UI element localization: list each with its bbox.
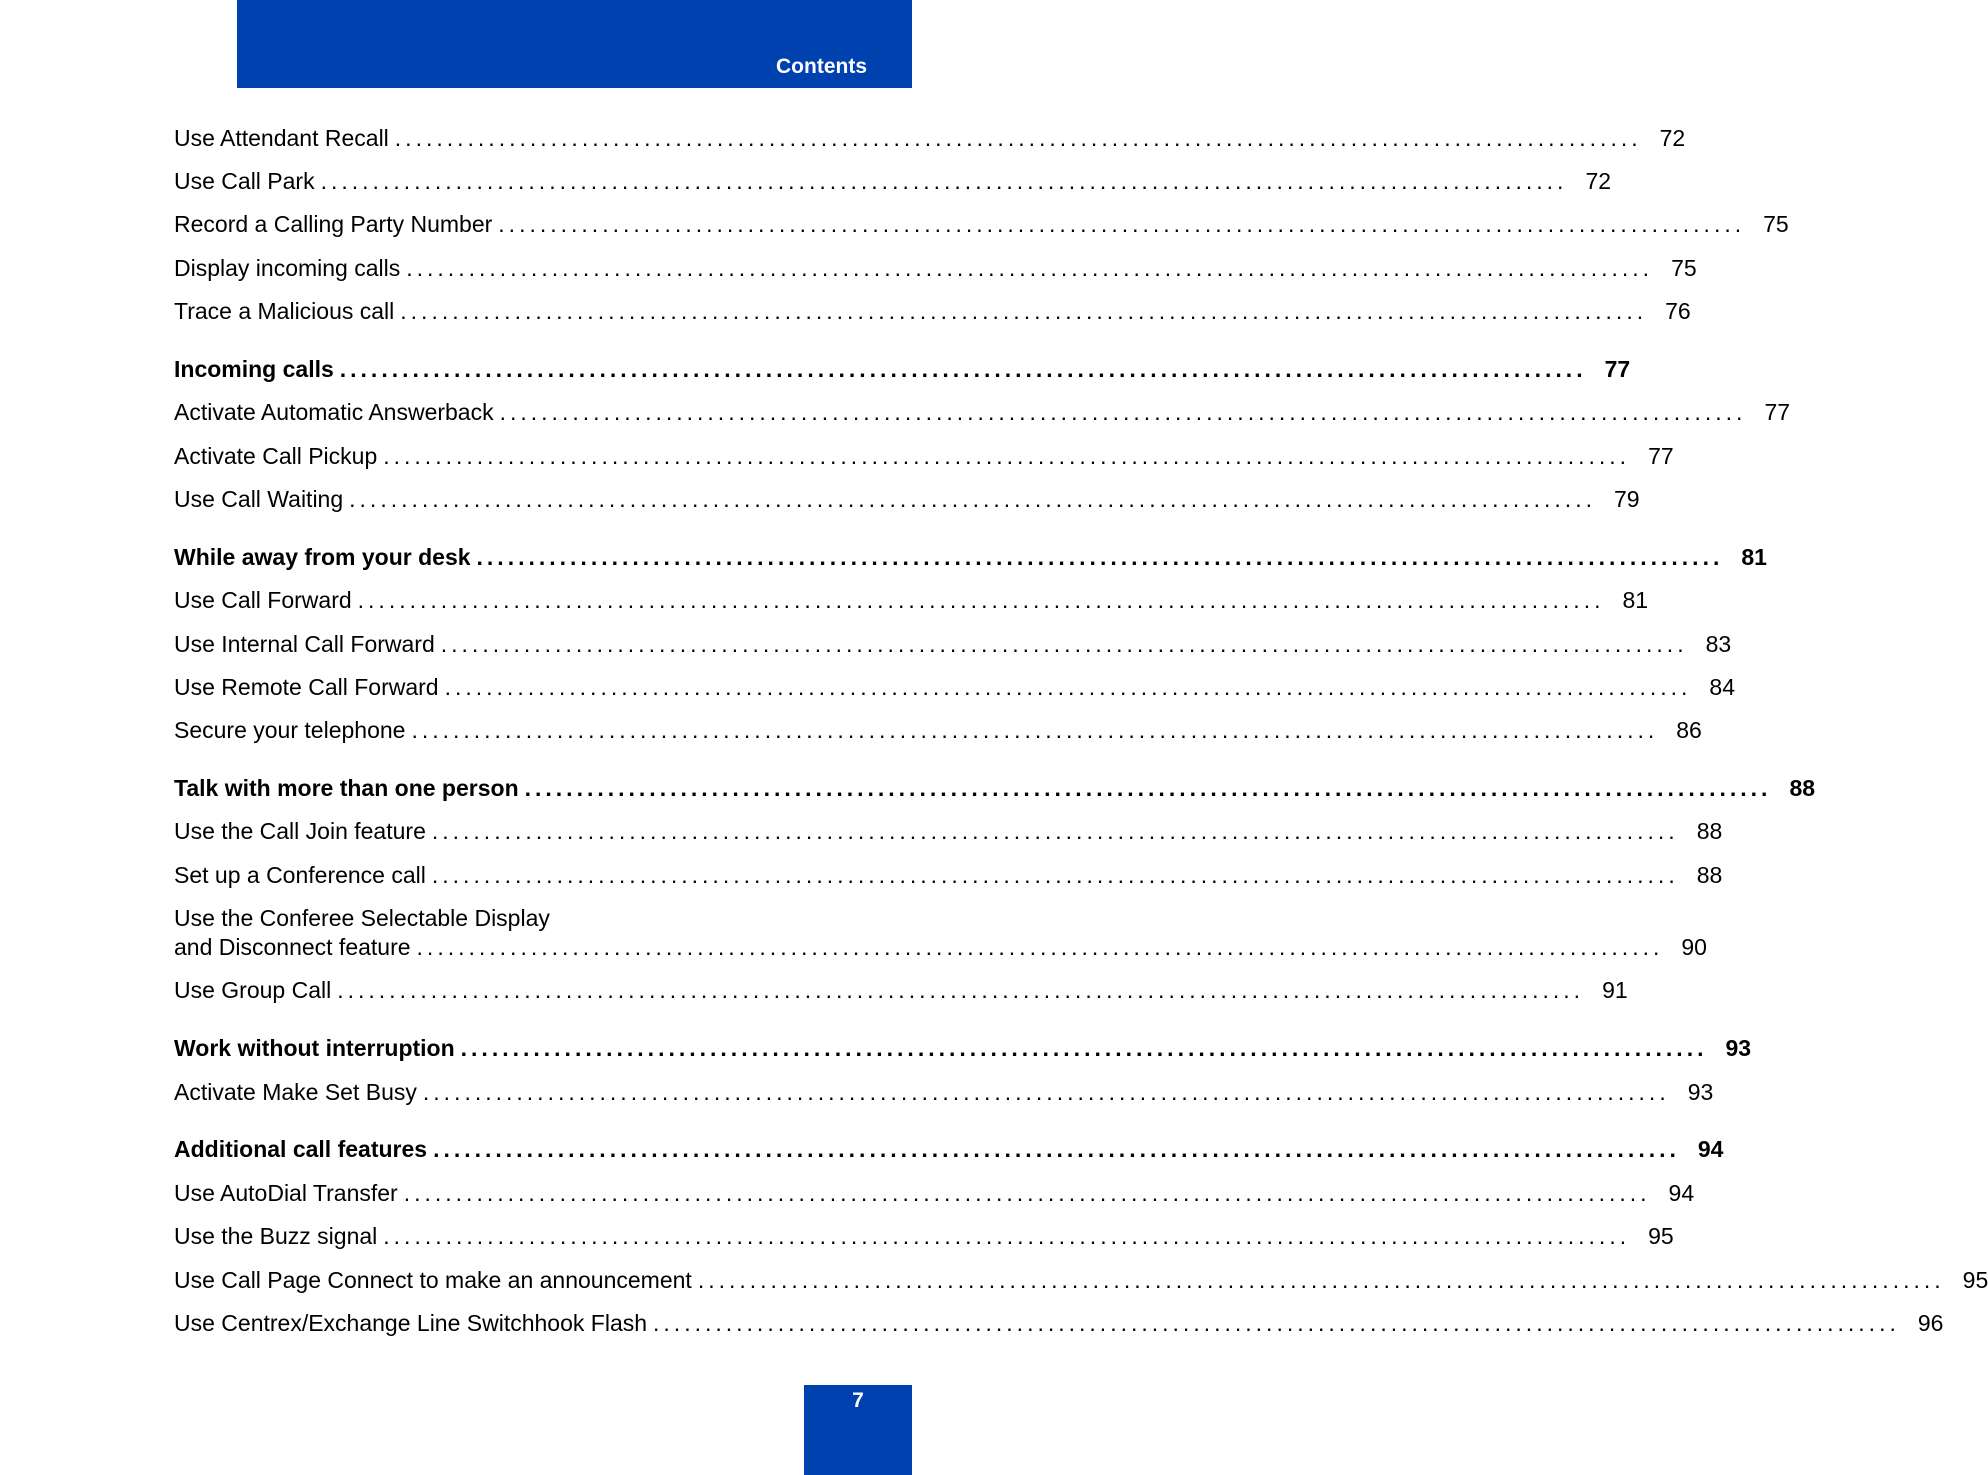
toc-entry[interactable] — [174, 209, 1789, 239]
toc-entry-title: Use Call Park — [174, 168, 315, 194]
toc-leader-dots: ........................................................................................................................ — [431, 862, 1679, 888]
toc-section-heading[interactable] — [174, 1033, 1752, 1063]
toc-entry-title: Record a Calling Party Number — [174, 211, 493, 237]
toc-entry[interactable] — [174, 975, 1628, 1005]
toc-entry-page: 91 — [1602, 977, 1628, 1003]
toc-section-page: 94 — [1697, 1136, 1724, 1162]
toc-entry-page: 76 — [1665, 298, 1691, 324]
toc-leader-dots: ........................................................................................................................ — [431, 818, 1679, 844]
toc-entry-title: Use Attendant Recall — [174, 125, 389, 151]
toc-entry-page: 86 — [1676, 717, 1702, 743]
page-number: 7 — [852, 1389, 864, 1412]
toc-leader-dots: ........................................................................................................................ — [476, 544, 1724, 570]
toc-leader-dots: ........................................................................................................................ — [406, 255, 1654, 281]
toc-entry-title: Use Call Forward — [174, 587, 352, 613]
toc-entry-title: Use Centrex/Exchange Line Switchhook Flash — [174, 1310, 648, 1336]
toc-leader-dots: ........................................................................................................................ — [337, 977, 1585, 1003]
toc-entry-title: Activate Automatic Answerback — [174, 399, 494, 425]
toc-entry-title: Use Call Page Connect to make an announcement — [174, 1267, 692, 1293]
toc-entry[interactable] — [174, 1178, 1695, 1208]
toc-entry-title: Use AutoDial Transfer — [174, 1180, 398, 1206]
toc-entry-page: 84 — [1709, 674, 1736, 700]
toc-section-page: 93 — [1725, 1035, 1752, 1061]
toc-entry-title: Use Group Call — [174, 977, 332, 1003]
toc-entry[interactable] — [174, 441, 1674, 471]
toc-entry-page: 95 — [1962, 1267, 1988, 1293]
toc-leader-dots: ........................................................................................................................ — [460, 1035, 1708, 1061]
toc-section-heading[interactable] — [174, 773, 1816, 803]
toc-entry[interactable] — [174, 1265, 1988, 1295]
toc-entry-title: Trace a Malicious call — [174, 298, 395, 324]
toc-entry[interactable] — [174, 296, 1691, 326]
toc-leader-dots: ........................................................................................................................ — [444, 674, 1692, 700]
toc-entry[interactable] — [174, 860, 1723, 890]
toc-leader-dots: ........................................................................................................................ — [433, 1136, 1680, 1162]
toc-leader-dots: ........................................................................................................................ — [416, 934, 1664, 960]
toc-entry-page: 77 — [1764, 399, 1791, 425]
toc-entry[interactable] — [174, 672, 1736, 702]
toc-entry[interactable] — [174, 715, 1702, 745]
toc-leader-dots: ........................................................................................................................ — [653, 1310, 1900, 1336]
toc-entry[interactable] — [174, 932, 1707, 962]
toc-entry-page: 72 — [1659, 125, 1686, 151]
toc-entry-title: Use Remote Call Forward — [174, 674, 439, 700]
toc-section-title: Talk with more than one person — [174, 775, 519, 801]
toc-entry-page: 75 — [1671, 255, 1697, 281]
toc-entry-title-line1[interactable]: Use the Conferee Selectable Display — [174, 905, 550, 931]
toc-entry[interactable] — [174, 253, 1697, 283]
toc-entry-page: 81 — [1622, 587, 1649, 613]
toc-entry[interactable] — [174, 123, 1686, 153]
toc-entry-page: 79 — [1613, 486, 1640, 512]
header-title: Contents — [776, 55, 867, 78]
toc-entry-page: 72 — [1585, 168, 1612, 194]
toc-entry-page: 88 — [1696, 818, 1723, 844]
toc-entry-title: Activate Make Set Busy — [174, 1079, 417, 1105]
toc-leader-dots: ........................................................................................................................ — [394, 125, 1642, 151]
toc-leader-dots: ........................................................................................................................ — [349, 486, 1596, 512]
toc-section-heading[interactable] — [174, 354, 1631, 384]
toc-entry-page: 93 — [1687, 1079, 1714, 1105]
toc-leader-dots: ........................................................................................................................ — [498, 211, 1746, 237]
toc-leader-dots: ........................................................................................................................ — [339, 356, 1587, 382]
toc-leader-dots: ........................................................................................................................ — [422, 1079, 1670, 1105]
toc-leader-dots: ........................................................................................................................ — [499, 399, 1747, 425]
toc-section-heading[interactable] — [174, 1134, 1724, 1164]
toc-entry[interactable] — [174, 397, 1791, 427]
toc-entry-title: Use the Call Join feature — [174, 818, 426, 844]
toc-entry-title: Use the Buzz signal — [174, 1223, 378, 1249]
toc-leader-dots: ........................................................................................................................ — [697, 1267, 1945, 1293]
toc-entry[interactable] — [174, 1308, 1944, 1338]
toc-leader-dots: ........................................................................................................................ — [357, 587, 1605, 613]
toc-entry[interactable] — [174, 484, 1640, 514]
toc-leader-dots: ........................................................................................................................ — [524, 775, 1772, 801]
page-number-box — [804, 1385, 912, 1475]
toc-entry[interactable] — [174, 1077, 1714, 1107]
toc-entry-page: 94 — [1668, 1180, 1695, 1206]
toc-section-heading[interactable] — [174, 542, 1767, 572]
toc-section-title: Additional call features — [174, 1136, 428, 1162]
toc-section-page: 77 — [1604, 356, 1631, 382]
toc-leader-dots: ........................................................................................................................ — [400, 298, 1648, 324]
toc-entry-page: 88 — [1696, 862, 1723, 888]
toc-section-title: Work without interruption — [174, 1035, 455, 1061]
toc-entry-page: 83 — [1705, 631, 1732, 657]
toc-entry-title: Display incoming calls — [174, 255, 401, 281]
toc-entry-page: 77 — [1648, 443, 1674, 469]
toc-entry-title: Use Call Waiting — [174, 486, 344, 512]
toc-entry[interactable] — [174, 585, 1649, 615]
toc-leader-dots: ........................................................................................................................ — [383, 1223, 1631, 1249]
toc-section-title: Incoming calls — [174, 356, 334, 382]
toc-leader-dots: ........................................................................................................................ — [383, 443, 1631, 469]
toc-entry-page: 96 — [1917, 1310, 1944, 1336]
toc-section-page: 81 — [1741, 544, 1767, 570]
toc-entry[interactable] — [174, 1221, 1674, 1251]
toc-entry-page: 75 — [1763, 211, 1789, 237]
toc-section-title: While away from your desk — [174, 544, 471, 570]
toc-entry-title: Use Internal Call Forward — [174, 631, 435, 657]
toc-leader-dots: ........................................................................................................................ — [411, 717, 1659, 743]
toc-leader-dots: ........................................................................................................................ — [440, 631, 1688, 657]
toc-entry[interactable] — [174, 816, 1723, 846]
toc-entry[interactable] — [174, 166, 1612, 196]
toc-entry-page: 95 — [1648, 1223, 1674, 1249]
toc-entry-page: 90 — [1681, 934, 1707, 960]
toc-leader-dots: ........................................................................................................................ — [403, 1180, 1651, 1206]
header-bar — [237, 0, 912, 88]
toc-entry-title: Secure your telephone — [174, 717, 406, 743]
toc-entry-title: Set up a Conference call — [174, 862, 426, 888]
toc-entry-title: Activate Call Pickup — [174, 443, 378, 469]
toc-entry-title: and Disconnect feature — [174, 934, 411, 960]
toc-section-page: 88 — [1789, 775, 1816, 801]
toc-entry[interactable] — [174, 629, 1732, 659]
toc-leader-dots: ........................................................................................................................ — [320, 168, 1568, 194]
